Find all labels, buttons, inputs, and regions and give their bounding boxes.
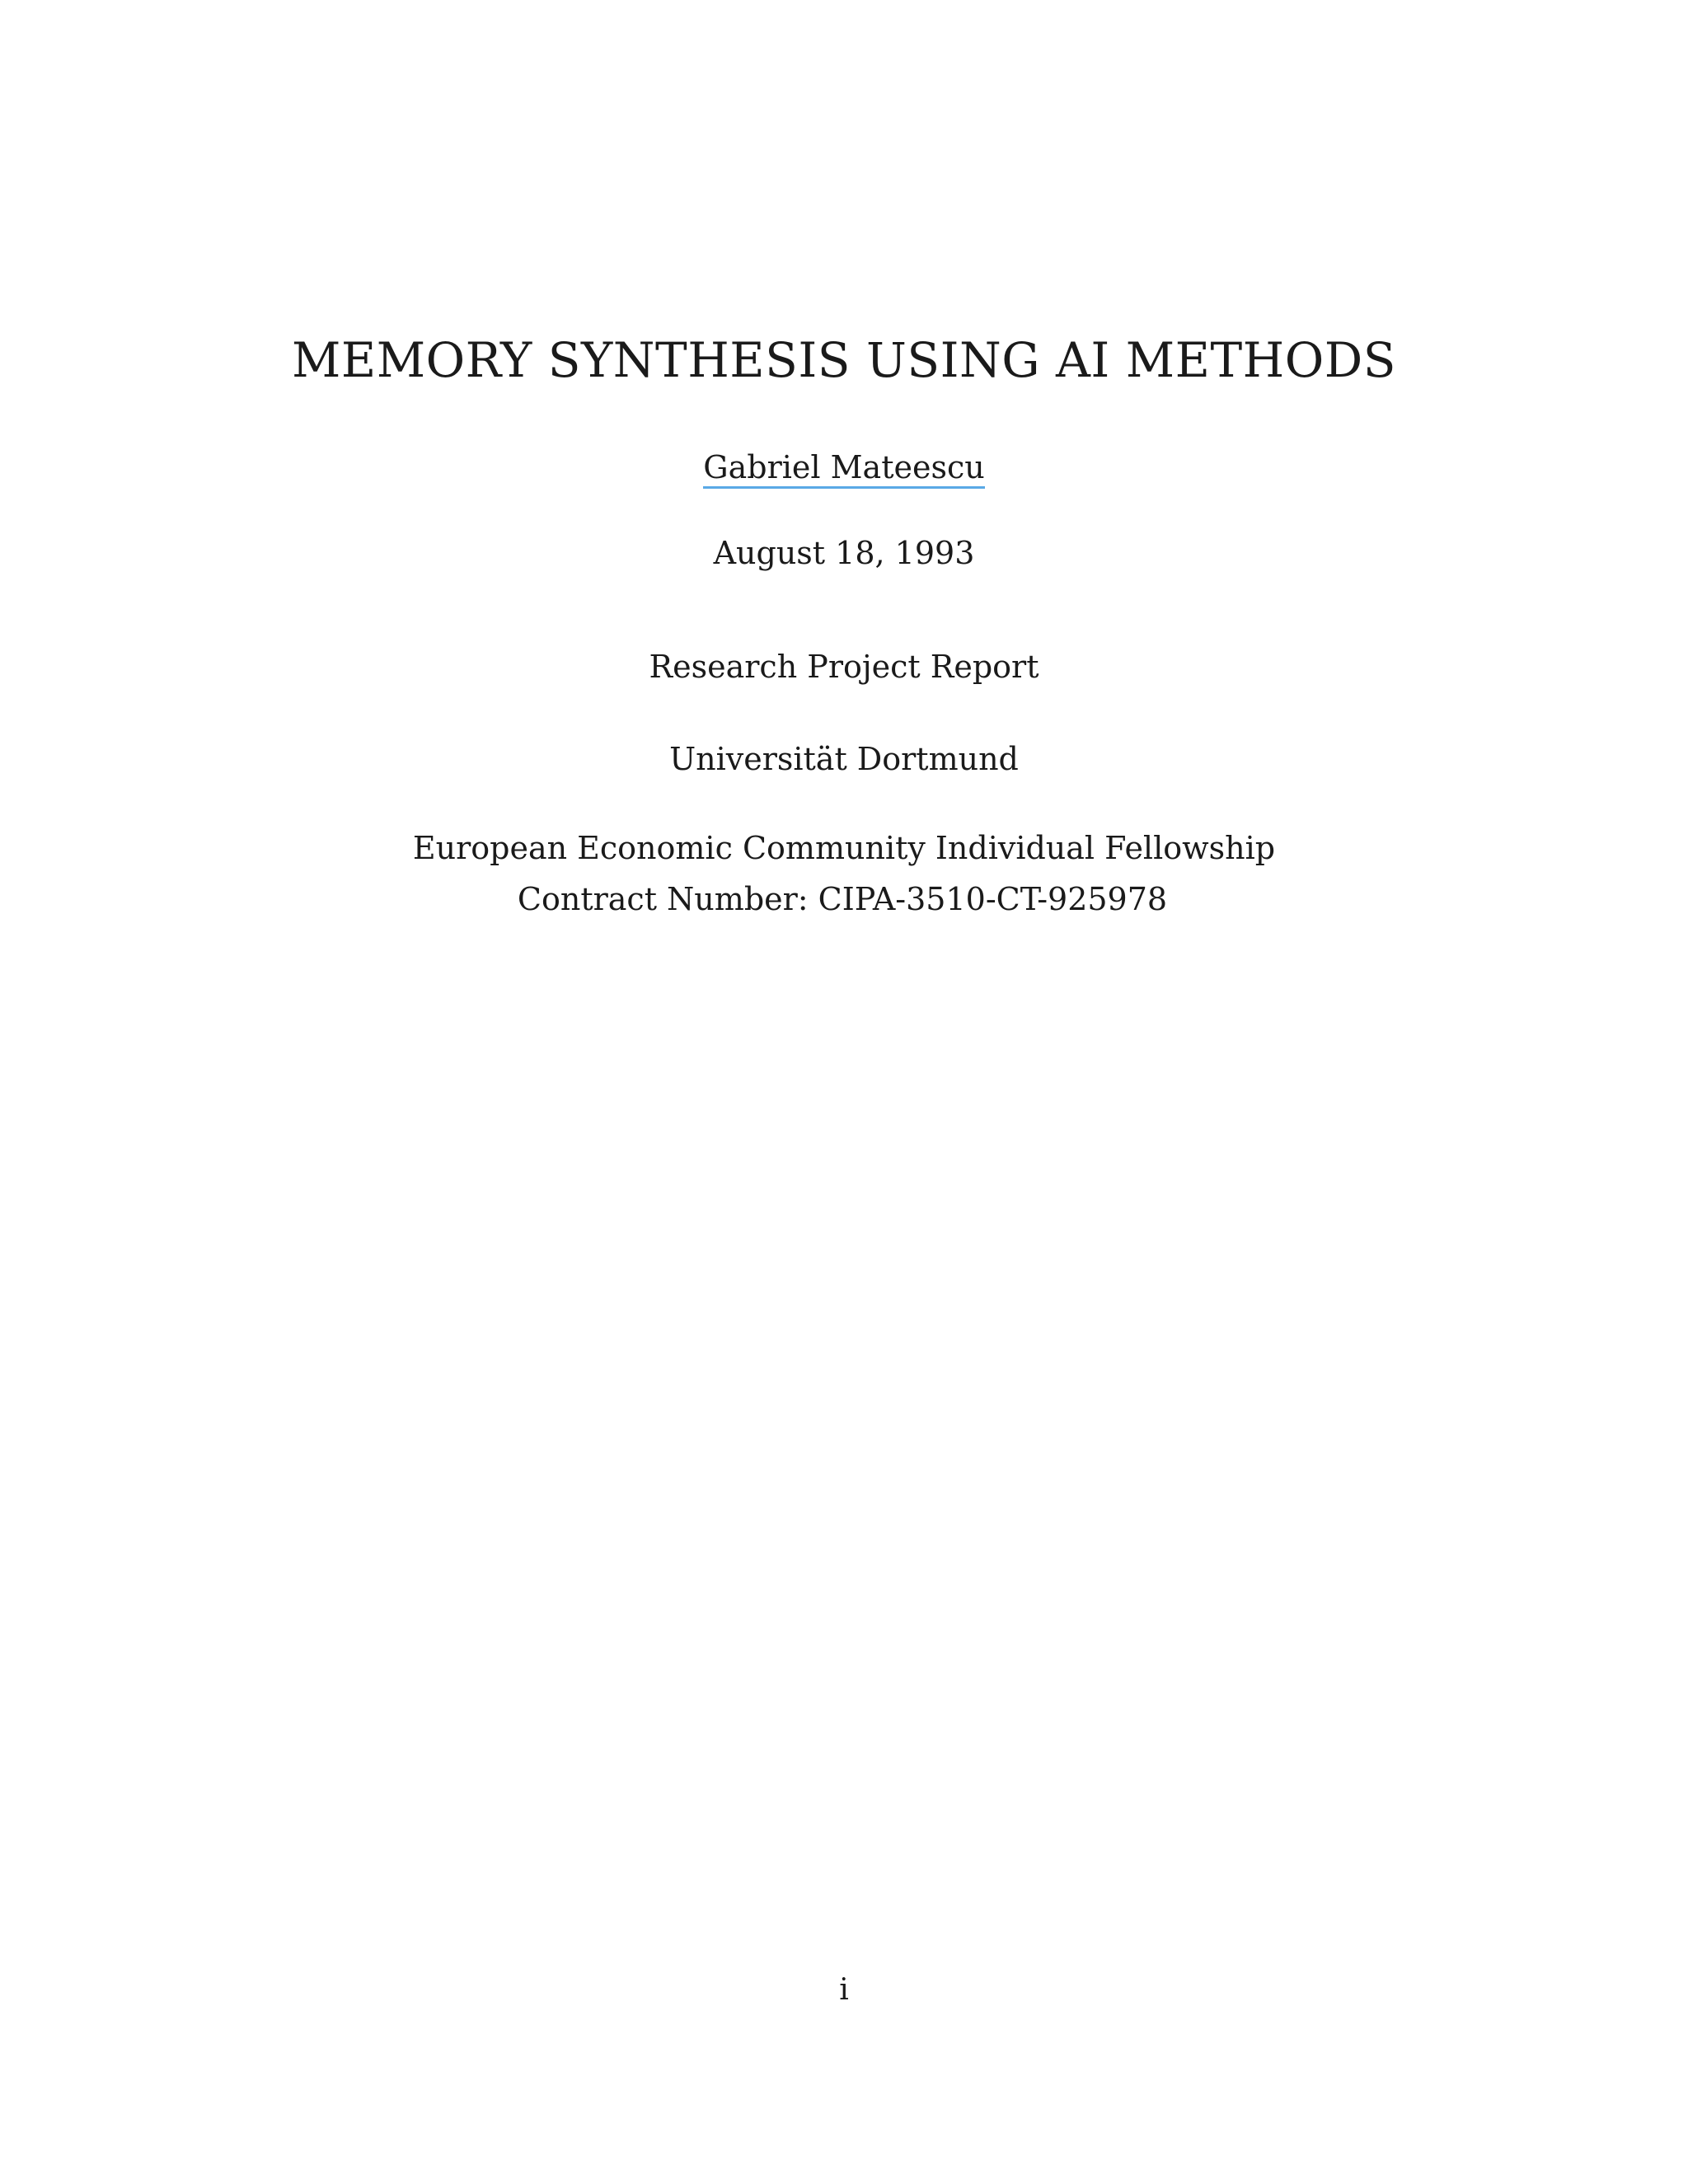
document-title: MEMORY SYNTHESIS USING AI METHODS — [291, 332, 1397, 388]
contract-line — [0, 883, 1688, 915]
page-number: i — [839, 1973, 849, 2007]
author-link[interactable]: Gabriel Mateescu — [703, 452, 984, 489]
document-date: August 18, 1993 — [713, 535, 975, 571]
author-line — [0, 449, 1688, 489]
contract-number: Contract Number: CIPA-3510-CT-925978 — [517, 881, 1168, 917]
institution: Universität Dortmund — [669, 741, 1019, 777]
fellowship-line: European Economic Community Individual Fellowship — [412, 830, 1276, 866]
report-type: Research Project Report — [649, 649, 1039, 685]
